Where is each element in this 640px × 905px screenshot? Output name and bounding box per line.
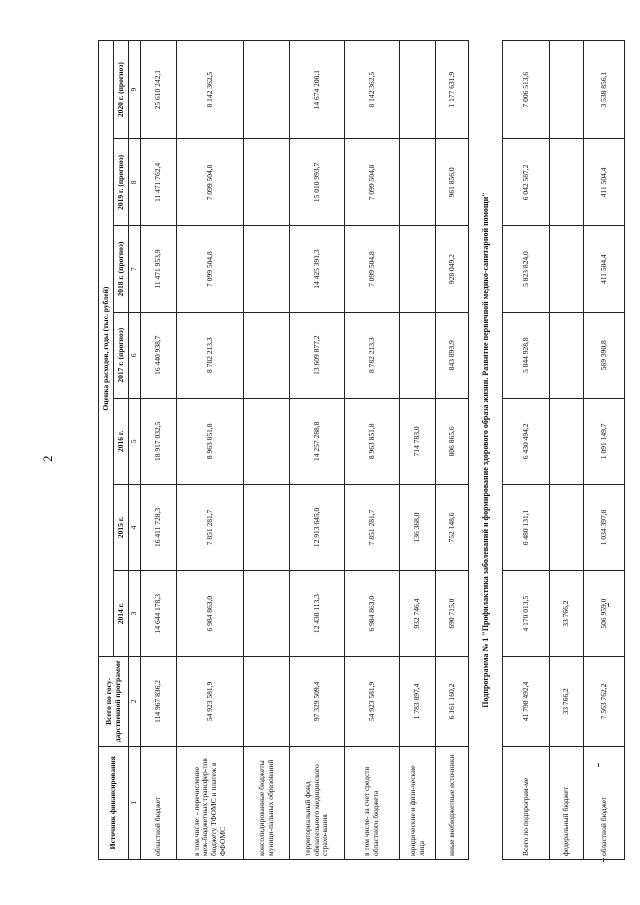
cell-value [550, 139, 584, 226]
rotated-table-container [98, 40, 608, 860]
cell-value: 5 844 928,8 [503, 312, 550, 398]
row-source: федеральный бюджет [550, 746, 584, 859]
cell-value [550, 398, 584, 484]
row-source: Всего по подпрограм-ме [503, 746, 550, 859]
header-year: 2016 г. [114, 398, 129, 484]
table-row [177, 41, 244, 860]
cell-value [550, 484, 584, 570]
cell-value: 1 177 631,9 [436, 41, 469, 139]
cell-value: 961 856,0 [436, 139, 469, 226]
cell-value [244, 312, 290, 398]
header-source: Источник финансирования [99, 746, 129, 859]
cell-value: 6 480 131,1 [503, 484, 550, 570]
cell-value: 6 984 863,0 [177, 571, 244, 657]
cell-value: 7 099 504,8 [345, 139, 400, 226]
col-number: 5 [129, 398, 141, 484]
cell-value: 8 142 362,5 [345, 41, 400, 139]
cell-value: 411 504,4 [584, 139, 625, 226]
cell-value: 12 913 645,0 [290, 484, 345, 570]
table-row [244, 41, 290, 860]
cell-value [244, 41, 290, 139]
cell-value: 411 504,4 [584, 226, 625, 312]
table-row [141, 41, 177, 860]
cell-value: 806 865,6 [436, 398, 469, 484]
cell-value: 12 438 113,3 [290, 571, 345, 657]
cell-value: 843 893,9 [436, 312, 469, 398]
cell-value [400, 41, 436, 139]
cell-total: 33 766,2 [550, 657, 584, 746]
cell-value [244, 139, 290, 226]
cell-value: 14 674 200,1 [290, 41, 345, 139]
page-number: 2 [40, 455, 55, 462]
cell-value: 11 471 953,9 [141, 226, 177, 312]
cell-value [244, 398, 290, 484]
col-number: 8 [129, 139, 141, 226]
cell-value [550, 312, 584, 398]
table-row [345, 41, 400, 860]
cell-value [550, 41, 584, 139]
cell-value [244, 484, 290, 570]
cell-value: 11 471 762,4 [141, 139, 177, 226]
cell-value: 7 851 281,7 [345, 484, 400, 570]
row-source: в том числе- за счет средств областного бюджета [345, 746, 400, 859]
cell-value: 8 782 213,3 [177, 312, 244, 398]
cell-value: 7 099 504,8 [345, 226, 400, 312]
cell-value: 14 257 288,8 [290, 398, 345, 484]
cell-value: 13 609 877,2 [290, 312, 345, 398]
cell-value: 15 010 993,7 [290, 139, 345, 226]
cell-value: 7 851 281,7 [177, 484, 244, 570]
scan-mark [603, 858, 604, 862]
cell-value: 1 034 397,8 [584, 484, 625, 570]
cell-total: 1 783 897,4 [400, 657, 436, 746]
table-row [290, 41, 345, 860]
row-source: консолидированные бюджеты муници-пальных образований [244, 746, 290, 859]
row-source: юридические и физи-ческие лица [400, 746, 436, 859]
cell-value [244, 226, 290, 312]
table-row [436, 41, 469, 860]
cell-total: 114 967 836,2 [141, 657, 177, 746]
cell-value: 33 766,2 [550, 571, 584, 657]
cell-value: 4 170 013,5 [503, 571, 550, 657]
cell-value: 7 099 504,8 [177, 226, 244, 312]
cell-value [400, 312, 436, 398]
cell-total: 54 923 581,9 [177, 657, 244, 746]
col-number: 1 [129, 746, 141, 859]
header-year: 2019 г. (прогноз) [114, 139, 129, 226]
cell-value: 690 715,0 [436, 571, 469, 657]
row-source: областной бюджет [141, 746, 177, 859]
scan-mark [608, 603, 609, 607]
cell-value: 6 984 863,0 [345, 571, 400, 657]
col-number: 6 [129, 312, 141, 398]
table-row [400, 41, 436, 860]
cell-total: 7 563 762,2 [584, 657, 625, 746]
cell-value: 6 430 494,2 [503, 398, 550, 484]
col-number: 9 [129, 41, 141, 139]
header-year: 2014 г. [114, 571, 129, 657]
cell-total: 41 798 492,4 [503, 657, 550, 746]
cell-value: 16 411 728,3 [141, 484, 177, 570]
cell-value: 506 959,0 [584, 571, 625, 657]
cell-value: 136 368,0 [400, 484, 436, 570]
row-source: областной бюджет [584, 746, 625, 859]
cell-value: 18 917 032,5 [141, 398, 177, 484]
header-year: 2017 г. (прогноз) [114, 312, 129, 398]
cell-value: 8 963 851,8 [345, 398, 400, 484]
cell-value [550, 226, 584, 312]
subprogram-title: Подпрограмма № 1 "Профилактика заболеваний и формирование здорового образа жизни. Развитие первичной медико-санитарной помощи" [481, 192, 490, 708]
header-estimate-group: Оценка расходов, годы (тыс. рублей) [99, 41, 114, 657]
cell-value: 928 049,2 [436, 226, 469, 312]
col-number: 7 [129, 226, 141, 312]
table-row [550, 41, 584, 860]
table-row [503, 41, 550, 860]
cell-value [400, 226, 436, 312]
header-year: 2020 г. (прогноз) [114, 41, 129, 139]
cell-value: 25 610 242,1 [141, 41, 177, 139]
header-total: Всего по госу-дарственной программе [99, 657, 129, 746]
cell-value: 14 425 391,3 [290, 226, 345, 312]
header-year: 2015 г. [114, 484, 129, 570]
cell-value [400, 139, 436, 226]
col-number: 4 [129, 484, 141, 570]
header-year: 2018 г. (прогноз) [114, 226, 129, 312]
cell-total [244, 657, 290, 746]
row-source: в том числе: - перечисление меж-бюджетных трансфер-тов бюджету ТФОМС и платеж в ФФОМС [177, 746, 244, 859]
cell-total: 97 329 509,4 [290, 657, 345, 746]
cell-value: 932 746,4 [400, 571, 436, 657]
cell-value: 6 042 587,2 [503, 139, 550, 226]
cell-value: 16 440 938,7 [141, 312, 177, 398]
subprogram-title-row [469, 41, 503, 860]
row-source: территориальный фонд обязательного медицинского страхо-вания [290, 746, 345, 859]
cell-value: 1 091 149,7 [584, 398, 625, 484]
cell-value: 8 963 851,8 [177, 398, 244, 484]
col-number: 2 [129, 657, 141, 746]
table-row [584, 41, 625, 860]
scan-mark [598, 763, 599, 767]
cell-value: 752 148,6 [436, 484, 469, 570]
cell-value: 3 538 856,1 [584, 41, 625, 139]
cell-value: 14 644 178,3 [141, 571, 177, 657]
col-number: 3 [129, 571, 141, 657]
cell-value: 7 099 504,8 [177, 139, 244, 226]
cell-value: 5 823 824,0 [503, 226, 550, 312]
cell-value: 714 783,0 [400, 398, 436, 484]
cell-value [244, 571, 290, 657]
budget-table [98, 40, 625, 860]
cell-value: 569 390,8 [584, 312, 625, 398]
cell-value: 7 006 513,6 [503, 41, 550, 139]
cell-value: 8 782 213,3 [345, 312, 400, 398]
cell-total: 54 923 581,9 [345, 657, 400, 746]
row-source: иные внебюджетные источники [436, 746, 469, 859]
cell-total: 6 161 160,2 [436, 657, 469, 746]
cell-value: 8 142 362,5 [177, 41, 244, 139]
